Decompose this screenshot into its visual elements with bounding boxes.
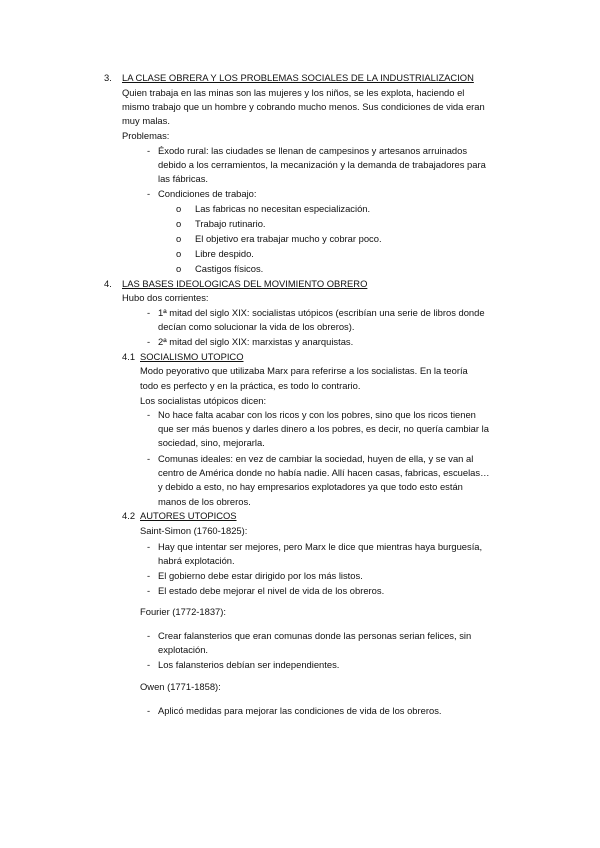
saint-simon-item-1-line-2: habrá explotación. bbox=[158, 555, 235, 566]
exodo-line-1: Éxodo rural: las ciudades se llenan de campesinos y artesanos arruinados bbox=[158, 145, 468, 156]
section-4-intro: Hubo dos corrientes: bbox=[122, 292, 209, 303]
owen-item-1: Aplicó medidas para mejorar las condiciones de vida de los obreros. bbox=[158, 705, 442, 716]
dash-bullet: - bbox=[147, 705, 151, 716]
sub-item-2: Trabajo rutinario. bbox=[195, 218, 266, 229]
section-41-number: 4.1 bbox=[122, 351, 136, 362]
dash-bullet: - bbox=[147, 453, 151, 464]
saint-simon-item-3: El estado debe mejorar el nivel de vida de los obreros. bbox=[158, 585, 385, 596]
exodo-line-3: las fábricas. bbox=[158, 173, 209, 184]
fourier-name: Fourier (1772-1837): bbox=[140, 606, 226, 617]
circle-bullet: o bbox=[176, 203, 182, 214]
comunas-line-3: y debido a esto, no hay empresarios explotadores ya que todo esto están bbox=[158, 481, 463, 492]
saint-simon-name: Saint-Simon (1760-1825): bbox=[140, 525, 248, 536]
owen-name: Owen (1771-1858): bbox=[140, 681, 221, 692]
sub-item-1: Las fabricas no necesitan especialización. bbox=[195, 203, 371, 214]
corriente-1-line-2: decían como solucionar la vida de los obreros). bbox=[158, 321, 355, 332]
comunas-line-1: Comunas ideales: en vez de cambiar la sociedad, huyen de ella, y se van al bbox=[158, 453, 474, 464]
section-42-heading: AUTORES UTOPICOS bbox=[140, 510, 237, 521]
dash-bullet: - bbox=[147, 659, 151, 670]
problems-label: Problemas: bbox=[122, 130, 170, 141]
saint-simon-item-1-line-1: Hay que intentar ser mejores, pero Marx le dice que mientras haya burguesía, bbox=[158, 541, 483, 552]
dash-bullet: - bbox=[147, 188, 151, 199]
ricos-line-1: No hace falta acabar con los ricos y con los pobres, sino que los ricos tienen bbox=[158, 409, 476, 420]
dash-bullet: - bbox=[147, 570, 151, 581]
section-3-para-line-2: mismo trabajo que un hombre y cobrando mucho menos. Sus condiciones de vida eran bbox=[122, 101, 485, 112]
sub-item-5: Castigos físicos. bbox=[195, 263, 264, 274]
exodo-line-2: debido a los cerramientos, la mecanización y la demanda de trabajadores para bbox=[158, 159, 486, 170]
corriente-1-line-1: 1ª mitad del siglo XIX: socialistas utópicos (escribían una serie de libros donde bbox=[158, 307, 485, 318]
section-42-number: 4.2 bbox=[122, 510, 136, 521]
dash-bullet: - bbox=[147, 336, 151, 347]
section-3-heading: LA CLASE OBRERA Y LOS PROBLEMAS SOCIALES DE LA INDUSTRIALIZACION bbox=[122, 72, 474, 83]
corriente-2: 2ª mitad del siglo XIX: marxistas y anarquistas. bbox=[158, 336, 354, 347]
condiciones-label: Condiciones de trabajo: bbox=[158, 188, 257, 199]
section-41-para-line-1: Modo peyorativo que utilizaba Marx para referirse a los socialistas. En la teoría bbox=[140, 365, 468, 376]
fourier-item-1-line-1: Crear falansterios que eran comunas donde las personas serian felices, sin bbox=[158, 630, 472, 641]
dash-bullet: - bbox=[147, 630, 151, 641]
section-41-heading: SOCIALISMO UTOPICO bbox=[140, 351, 244, 362]
dash-bullet: - bbox=[147, 145, 151, 156]
sub-item-4: Libre despido. bbox=[195, 248, 254, 259]
section-3-para-line-1: Quien trabaja en las minas son las mujeres y los niños, se les explota, haciendo el bbox=[122, 87, 465, 98]
saint-simon-item-2: El gobierno debe estar dirigido por los más listos. bbox=[158, 570, 363, 581]
dash-bullet: - bbox=[147, 541, 151, 552]
fourier-item-1-line-2: explotación. bbox=[158, 644, 209, 655]
dash-bullet: - bbox=[147, 585, 151, 596]
circle-bullet: o bbox=[176, 248, 182, 259]
section-4-heading: LAS BASES IDEOLOGICAS DEL MOVIMIENTO OBRERO bbox=[122, 278, 368, 289]
circle-bullet: o bbox=[176, 218, 182, 229]
section-4-number: 4. bbox=[104, 278, 112, 289]
section-41-para-line-2: todo es perfecto y en la práctica, es todo lo contrario. bbox=[140, 380, 361, 391]
circle-bullet: o bbox=[176, 263, 182, 274]
section-3-number: 3. bbox=[104, 72, 112, 83]
comunas-line-4: manos de los obreros. bbox=[158, 496, 251, 507]
utopians-say: Los socialistas utópicos dicen: bbox=[140, 395, 267, 406]
sub-item-3: El objetivo era trabajar mucho y cobrar poco. bbox=[195, 233, 382, 244]
ricos-line-3: sociedad, sino, mejorarla. bbox=[158, 437, 265, 448]
fourier-item-2: Los falansterios debían ser independientes. bbox=[158, 659, 340, 670]
section-3-para-line-3: muy malas. bbox=[122, 115, 170, 126]
comunas-line-2: centro de América donde no había nadie. Allí hacen casas, fabricas, escuelas… bbox=[158, 467, 490, 478]
dash-bullet: - bbox=[147, 307, 151, 318]
circle-bullet: o bbox=[176, 233, 182, 244]
dash-bullet: - bbox=[147, 409, 151, 420]
ricos-line-2: que ser más buenos y darles dinero a los pobres, es decir, no quería cambiar la bbox=[158, 423, 489, 434]
